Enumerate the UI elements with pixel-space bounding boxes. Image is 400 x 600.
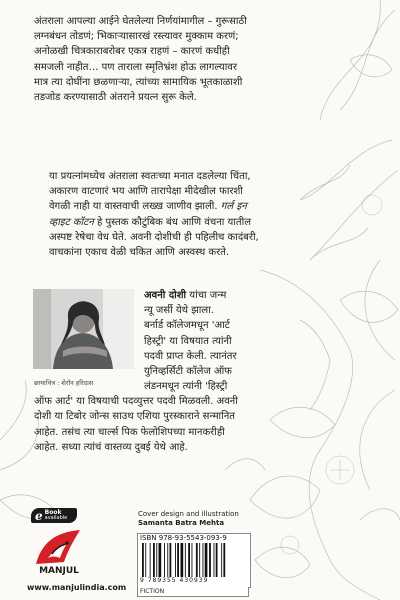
synopsis-line: अंतराला आपल्या आईने घेतलेल्या निर्णयांमागील – गुरूसाठी xyxy=(34,16,247,27)
category-label: FICTION xyxy=(137,587,249,597)
synopsis-text: हे पुस्तक कौटुंबिक बंध आणि वंचना यातील xyxy=(93,216,251,228)
bio-line: आहेत. तसंच त्या चार्ल्स पिक फेलोशिपच्या मानकरीही xyxy=(34,426,225,438)
publisher-url[interactable]: www.manjulindia.com xyxy=(27,583,127,592)
synopsis-line: लग्नबंधन तोडणं; भिकाऱ्यासारखं रस्त्यावर मुक्काम करणं; xyxy=(34,31,239,43)
publisher-logo-text: MANJUL xyxy=(39,566,79,576)
bio-line: न्यू जर्सी येथे झाला. xyxy=(144,305,214,317)
synopsis-paragraph-1 xyxy=(34,14,368,105)
synopsis-line: मात्र त्या दोघींना छळणाऱ्या, त्यांच्या सामायिक भूतकाळाशी xyxy=(34,76,243,88)
synopsis-text: वेगळी नाही या वास्तवाची लख्ख जाणीव झाली. xyxy=(49,201,218,213)
author-name: अवनी दोशी xyxy=(144,290,187,301)
bio-line: बर्नार्ड कॉलेजमधून 'आर्ट xyxy=(144,320,230,332)
cover-credit xyxy=(138,510,239,528)
bio-line: आहेत. सध्या त्यांचं वास्तव्य दुबई येथे आहे. xyxy=(34,441,188,453)
book-title-part-2: व्हाइट कॉटन xyxy=(49,216,94,228)
synopsis-line: वाचकांना एकाच वेळी चकित आणि अस्वस्थ करते. xyxy=(49,247,230,259)
synopsis-line: अस्पष्ट रेषेचा वेध घेते. अवनी दोशीची ही पहिलीच कादंबरी, xyxy=(49,231,259,243)
bio-line: ऑफ आर्ट' या विषयाची पदव्युत्तर पदवी मिळवली. अवनी xyxy=(34,396,238,408)
bio-line: लंडनमधून त्यांनी 'हिस्ट्री xyxy=(144,381,228,392)
ebook-text xyxy=(45,510,68,521)
ebook-available-badge xyxy=(31,508,77,523)
synopsis-line: अकारण वाटणारं भय आणि तारापेक्षा मीदेखील फारशी xyxy=(49,186,243,198)
synopsis-line xyxy=(49,199,367,214)
ebook-letter: e xyxy=(35,508,43,523)
book-title-part-1: गर्ल इन xyxy=(220,201,247,213)
bio-line: युनिव्हर्सिटी कॉलेज ऑफ xyxy=(144,366,232,378)
cover-credit-label: Cover design and illustration xyxy=(138,510,239,518)
photo-caption: छायाचित्र : शेरॉन हरिदास xyxy=(34,379,94,387)
synopsis-line: या प्रयत्नांमध्येच अंतराला स्वतःच्या मनात दडलेल्या चिंता, xyxy=(49,171,251,182)
synopsis-line: समजली नाहीत… पण ताराला स्मृतिभ्रंश होऊ लागल्यावर xyxy=(34,61,237,73)
author-bio-continued xyxy=(34,379,368,455)
isbn-barcode xyxy=(137,533,251,588)
bio-line xyxy=(144,288,369,303)
manjul-logo xyxy=(34,528,84,576)
ebook-line-2: available xyxy=(44,514,68,521)
cover-credit-name: Samanta Batra Mehta xyxy=(138,519,225,527)
author-bio xyxy=(144,288,369,379)
barcode-bars xyxy=(142,543,246,577)
author-photo xyxy=(33,289,134,369)
ebook-line-1: Book xyxy=(44,509,62,516)
synopsis-line xyxy=(49,215,367,230)
bio-text: यांचा जन्म xyxy=(186,290,227,301)
bio-line: दोशी या टिबोर जोन्स साउथ एशिया पुरस्काराने सन्मानित xyxy=(34,411,235,423)
synopsis-paragraph-2 xyxy=(49,169,367,260)
synopsis-line: अनोळखी चित्रकाराबरोबर एकत्र राहणं – कारणं कधीही xyxy=(34,46,230,58)
synopsis-line: तडजोड करण्यासाठी अंतराने प्रयत्न सुरू केले. xyxy=(34,92,197,104)
bio-line: हिस्ट्री' या विषयात त्यांनी xyxy=(144,335,232,347)
bio-line: पदवी प्राप्त केली. त्यानंतर xyxy=(144,350,237,362)
isbn-label: ISBN 978-93-5543-093-9 xyxy=(140,534,227,542)
barcode-digits: 9 789355 430939 xyxy=(140,577,209,584)
